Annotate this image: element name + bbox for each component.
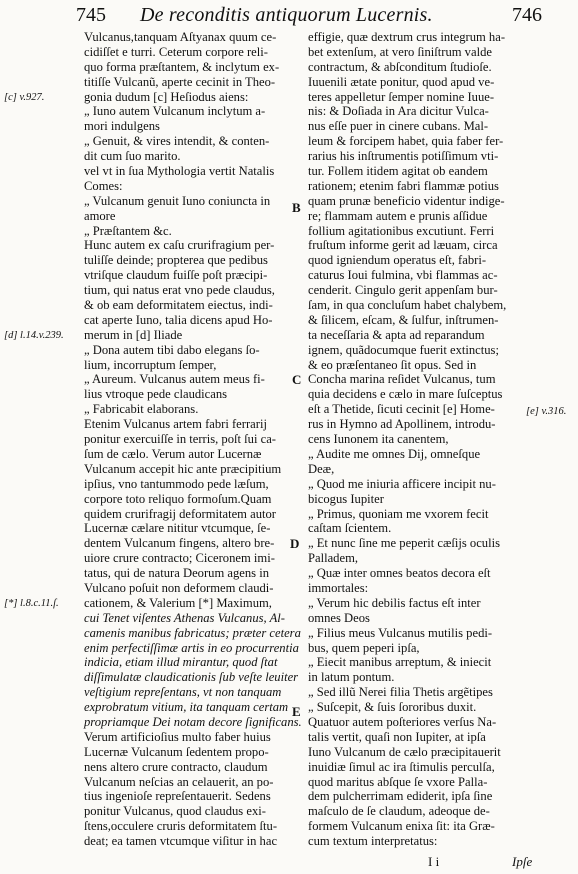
section-marker-e: E [292, 704, 301, 719]
text-line: Vulcanum neſcias an celauerit, an po- [84, 774, 274, 789]
text-line: Vulcanum accepit hic ante præcipitium [84, 461, 282, 476]
text-line: quod maritus abſque ſe vxore Palla- [308, 774, 488, 789]
text-line: tatus, qui de natura Deorum agens in [84, 566, 270, 581]
text-line: eſt a Thetide, ſicuti cecinit [e] Home- [308, 402, 495, 417]
text-line: omnes Deos [308, 610, 370, 625]
text-line: „ Vulcanum genuit Iuno coniuncta in [84, 193, 271, 208]
text-line: quia decidens e cælo in mare ſuſceptus [308, 387, 503, 402]
text-line: „ Suſcepit, & ſuis ſororibus duxit. [308, 700, 477, 715]
text-line: quam prunæ beneficio videntur indige- [308, 193, 505, 208]
text-line: Concha marina reſidet Vulcanus, tum [308, 372, 496, 387]
text-line: „ Fabricabit elaborans. [84, 402, 199, 417]
text-line: Lucernæ Vulcanum ſedentem propo- [84, 744, 269, 759]
text-line: nis: & Doſiada in Ara dicitur Vulca- [308, 104, 489, 119]
text-line: „ Audite me omnes Dij, omneſque [308, 446, 481, 461]
text-line: lium, incorruptum ſemper, [84, 357, 217, 372]
margin-note-e: [e] v.316. [526, 406, 567, 417]
page-number-left: 745 [76, 4, 106, 26]
signature-mark: I i [428, 854, 440, 869]
text-line: amore [84, 208, 116, 223]
section-marker-d: D [290, 536, 300, 551]
text-line: effigie, quæ dextrum crus integrum ha- [308, 30, 506, 44]
margin-note-c: [c] v.927. [4, 92, 45, 103]
text-line: cat aperte Iuno, talia dicens apud Ho- [84, 312, 273, 327]
text-line: tium, qui natus erat vno pede claudus, [84, 283, 275, 298]
text-line: quo forma præſtantem, & inclytum ex- [84, 59, 280, 74]
text-line: Deæ, [308, 461, 335, 476]
text-line: „ Iuno autem Vulcanum inclytum a- [84, 104, 266, 119]
text-line: & eo præſentaneo ſit opus. Sed in [308, 357, 477, 372]
text-line: & ſilicem, eſcam, & ſulfur, inſtrumen- [308, 312, 499, 327]
text-line: bus, quem peperi ipſa, [308, 640, 420, 655]
text-line: formem Vulcanum enixa ſit: ita Græ- [308, 819, 495, 834]
text-line: & ob eam deformitatem eiectus, indi- [84, 298, 273, 313]
text-line: Comes: [84, 178, 123, 193]
text-line: ignem, quãdocumque fuerit extinctus; [308, 342, 499, 357]
running-header [0, 4, 578, 32]
text-line: „ Dona autem tibi dabo elegans ſo- [84, 342, 260, 357]
text-line: exprobratum vitium, ita tanquam certam [84, 700, 289, 715]
text-line: contractum, & abſconditum ſtudioſe. [308, 59, 492, 74]
text-line: Palladem, [308, 551, 359, 566]
text-line: vtriſque claudum fuiſſe poſt præcipi- [84, 268, 268, 283]
text-line: ſum de cælo. Verum autor Lucernæ [84, 446, 262, 461]
text-line: cationem, & Valerium [*] Maximum, [84, 595, 272, 610]
text-line: camenis manibus fabricatus; præter cetera [84, 625, 301, 640]
text-line: propriamque Dei notam decore ſignificans. [84, 714, 302, 729]
text-line: bicogus Iupiter [308, 491, 384, 506]
text-line: cui Tenet viſentes Athenas Vulcanus, Al- [84, 610, 286, 625]
text-line: leum & forcipem habet, quia faber fer- [308, 134, 504, 149]
text-line: talis vertit, quaſi non Iupiter, at ipſa [308, 729, 486, 744]
text-line: quod igniendum operatus eſt, fabri- [308, 253, 487, 268]
text-line: Hunc autem ex caſu crurifragium per- [84, 238, 275, 253]
text-line: dentem Vulcanum fingens, altero bre- [84, 536, 275, 551]
text-line: tius ingenioſe repreſentauerit. Sedens [84, 789, 271, 804]
text-line: „ Quod me iniuria afficere incipit nu- [308, 476, 496, 491]
text-line: cidiſſet e turri. Ceterum corpore reli- [84, 44, 268, 59]
text-line: rarius his inſtrumentis potiſſimum vti- [308, 149, 499, 164]
text-line: gonia dudum [c] Heſiodus aiens: [84, 89, 249, 104]
text-line: „ Primus, quoniam me vxorem fecit [308, 506, 489, 521]
right-text-column [308, 30, 556, 849]
text-line: ſam, in qua concluſum habet chalybem, [308, 298, 507, 313]
text-line: ipſius, vno tantummodo pede læſum, [84, 476, 269, 491]
text-line: fruſtum informe gerit ad læuam, circa [308, 238, 498, 253]
text-line: corpore toto reliquo formoſum.Quam [84, 491, 272, 506]
text-line: vel vt in ſua Mythologia vertit Natalis [84, 164, 275, 179]
text-line: rus in Hymno ad Apollinem, introdu- [308, 417, 496, 432]
text-line: caſtam ſcientem. [308, 521, 392, 536]
text-line: inuidiæ ſimul ac ira ſtimulis perculſa, [308, 759, 495, 774]
text-line: „ Eiecit manibus arreptum, & iniecit [308, 655, 492, 670]
text-line: „ Verum hic debilis factus eſt inter [308, 595, 481, 610]
text-line: nens altero crure contracto, claudum [84, 759, 268, 774]
section-marker-c: C [292, 372, 302, 387]
text-line: merum in [d] Iliade [84, 327, 183, 342]
text-line: rationem; etenim fabri flammæ potius [308, 178, 499, 193]
section-marker-b: B [292, 200, 301, 215]
text-line: re; flammam autem e prunis aſſidue [308, 208, 488, 223]
text-line: in latum pontum. [308, 670, 395, 685]
text-line: „ Genuit, & vires intendit, & conten- [84, 134, 270, 149]
text-line: Iuno Vulcanum de cælo præcipitauerit [308, 744, 501, 759]
text-line: „ Filius meus Vulcanus mutilis pedi- [308, 625, 493, 640]
text-line: Vulcanus,tanquam Aſtyanax quum ce- [84, 30, 277, 44]
text-line: „ Præſtantem &c. [84, 223, 172, 238]
text-line: „ Et nunc ſine me peperit cæſijs oculis [308, 536, 501, 551]
text-line: cenderit. Cingulo gerit appenſam bur- [308, 283, 498, 298]
text-line: enim perfectiſſimæ artis in eo procurrentia [84, 640, 299, 655]
catchword: Ipſe [512, 854, 533, 869]
text-line: ponitur Vulcanus, quod claudus exi- [84, 804, 266, 819]
text-line: veſtigium repreſentans, vt non tanquam [84, 685, 282, 700]
margin-note-d: [d] l.14.v.239. [4, 330, 64, 341]
text-line: uiore crure contracto; Ciceronem imi- [84, 551, 275, 566]
text-line: immortales: [308, 580, 369, 595]
text-line: mori indulgens [84, 119, 160, 134]
text-line: lius vtroque pede claudicans [84, 387, 228, 402]
text-line: bet extenſum, at vero ſiniſtrum valde [308, 44, 492, 59]
text-line: Verum artificioſius multo faber huius [84, 729, 271, 744]
text-line: indicia, etiam illud mirantur, quod ſtat [84, 655, 278, 670]
text-line: Lucernæ cælare nititur vtcumque, ſe- [84, 521, 271, 536]
text-line: Etenim Vulcanus artem fabri ferrarij [84, 417, 267, 432]
text-line: Vulcano poſuit non deformem claudi- [84, 580, 274, 595]
text-line: „ Quæ inter omnes beatos decora eſt [308, 566, 491, 581]
text-line: caturus Ioui fulmina, vbi flammas ac- [308, 268, 498, 283]
text-line: dit cum ſuo marito. [84, 149, 181, 164]
text-line: cens Iunonem ita canentem, [308, 432, 449, 447]
text-line: „ Aureum. Vulcanus autem meus fi- [84, 372, 265, 387]
text-line: ſtens,occulere cruris deformitatem ſtu- [84, 819, 278, 834]
text-line: tur. Follem itidem agitat ob eandem [308, 164, 488, 179]
text-line: Iuuenili ætate ponitur, quod apud ve- [308, 74, 495, 89]
text-line: ponitur exercuiſſe in terris, poſt ſui ca- [84, 432, 276, 447]
text-line: ta neceſſaria & apta ad reparandum [308, 327, 485, 342]
running-title: De reconditis antiquorum Lucernis. [140, 4, 433, 26]
text-line: teres appelletur ſemper nomine Iuue- [308, 89, 495, 104]
text-line: deat; ea tamen vtcumque viſitur in hac [84, 834, 278, 849]
text-line: maſculo de ſe claudum, adeoque de- [308, 804, 490, 819]
text-line: „ Sed illũ Nerei filia Thetis argẽtipes [308, 685, 493, 700]
text-line: Quatuor autem poſteriores verſus Na- [308, 714, 497, 729]
text-line: cum textum interpretatus: [308, 834, 438, 849]
text-line: dem pulcherrimam ediderit, ipſa ſine [308, 789, 493, 804]
page-number-right: 746 [512, 4, 542, 26]
text-line: diſſimulatæ claudicationis ſub veſte leuiter [84, 670, 299, 685]
left-text-column [84, 30, 302, 849]
margin-note-star: [*] l.8.c.11.ſ. [4, 598, 59, 609]
text-line: titiſſe Vulcanũ, aperte cecinit in Theo- [84, 74, 276, 89]
text-line: tuliſſe deinde; propterea que pedibus [84, 253, 268, 268]
text-line: nus eſſe puer in cinere cubans. Mal- [308, 119, 489, 134]
text-line: follium agitationibus excutiunt. Ferri [308, 223, 495, 238]
text-line: quidem crurifragij deformitatem autor [84, 506, 276, 521]
